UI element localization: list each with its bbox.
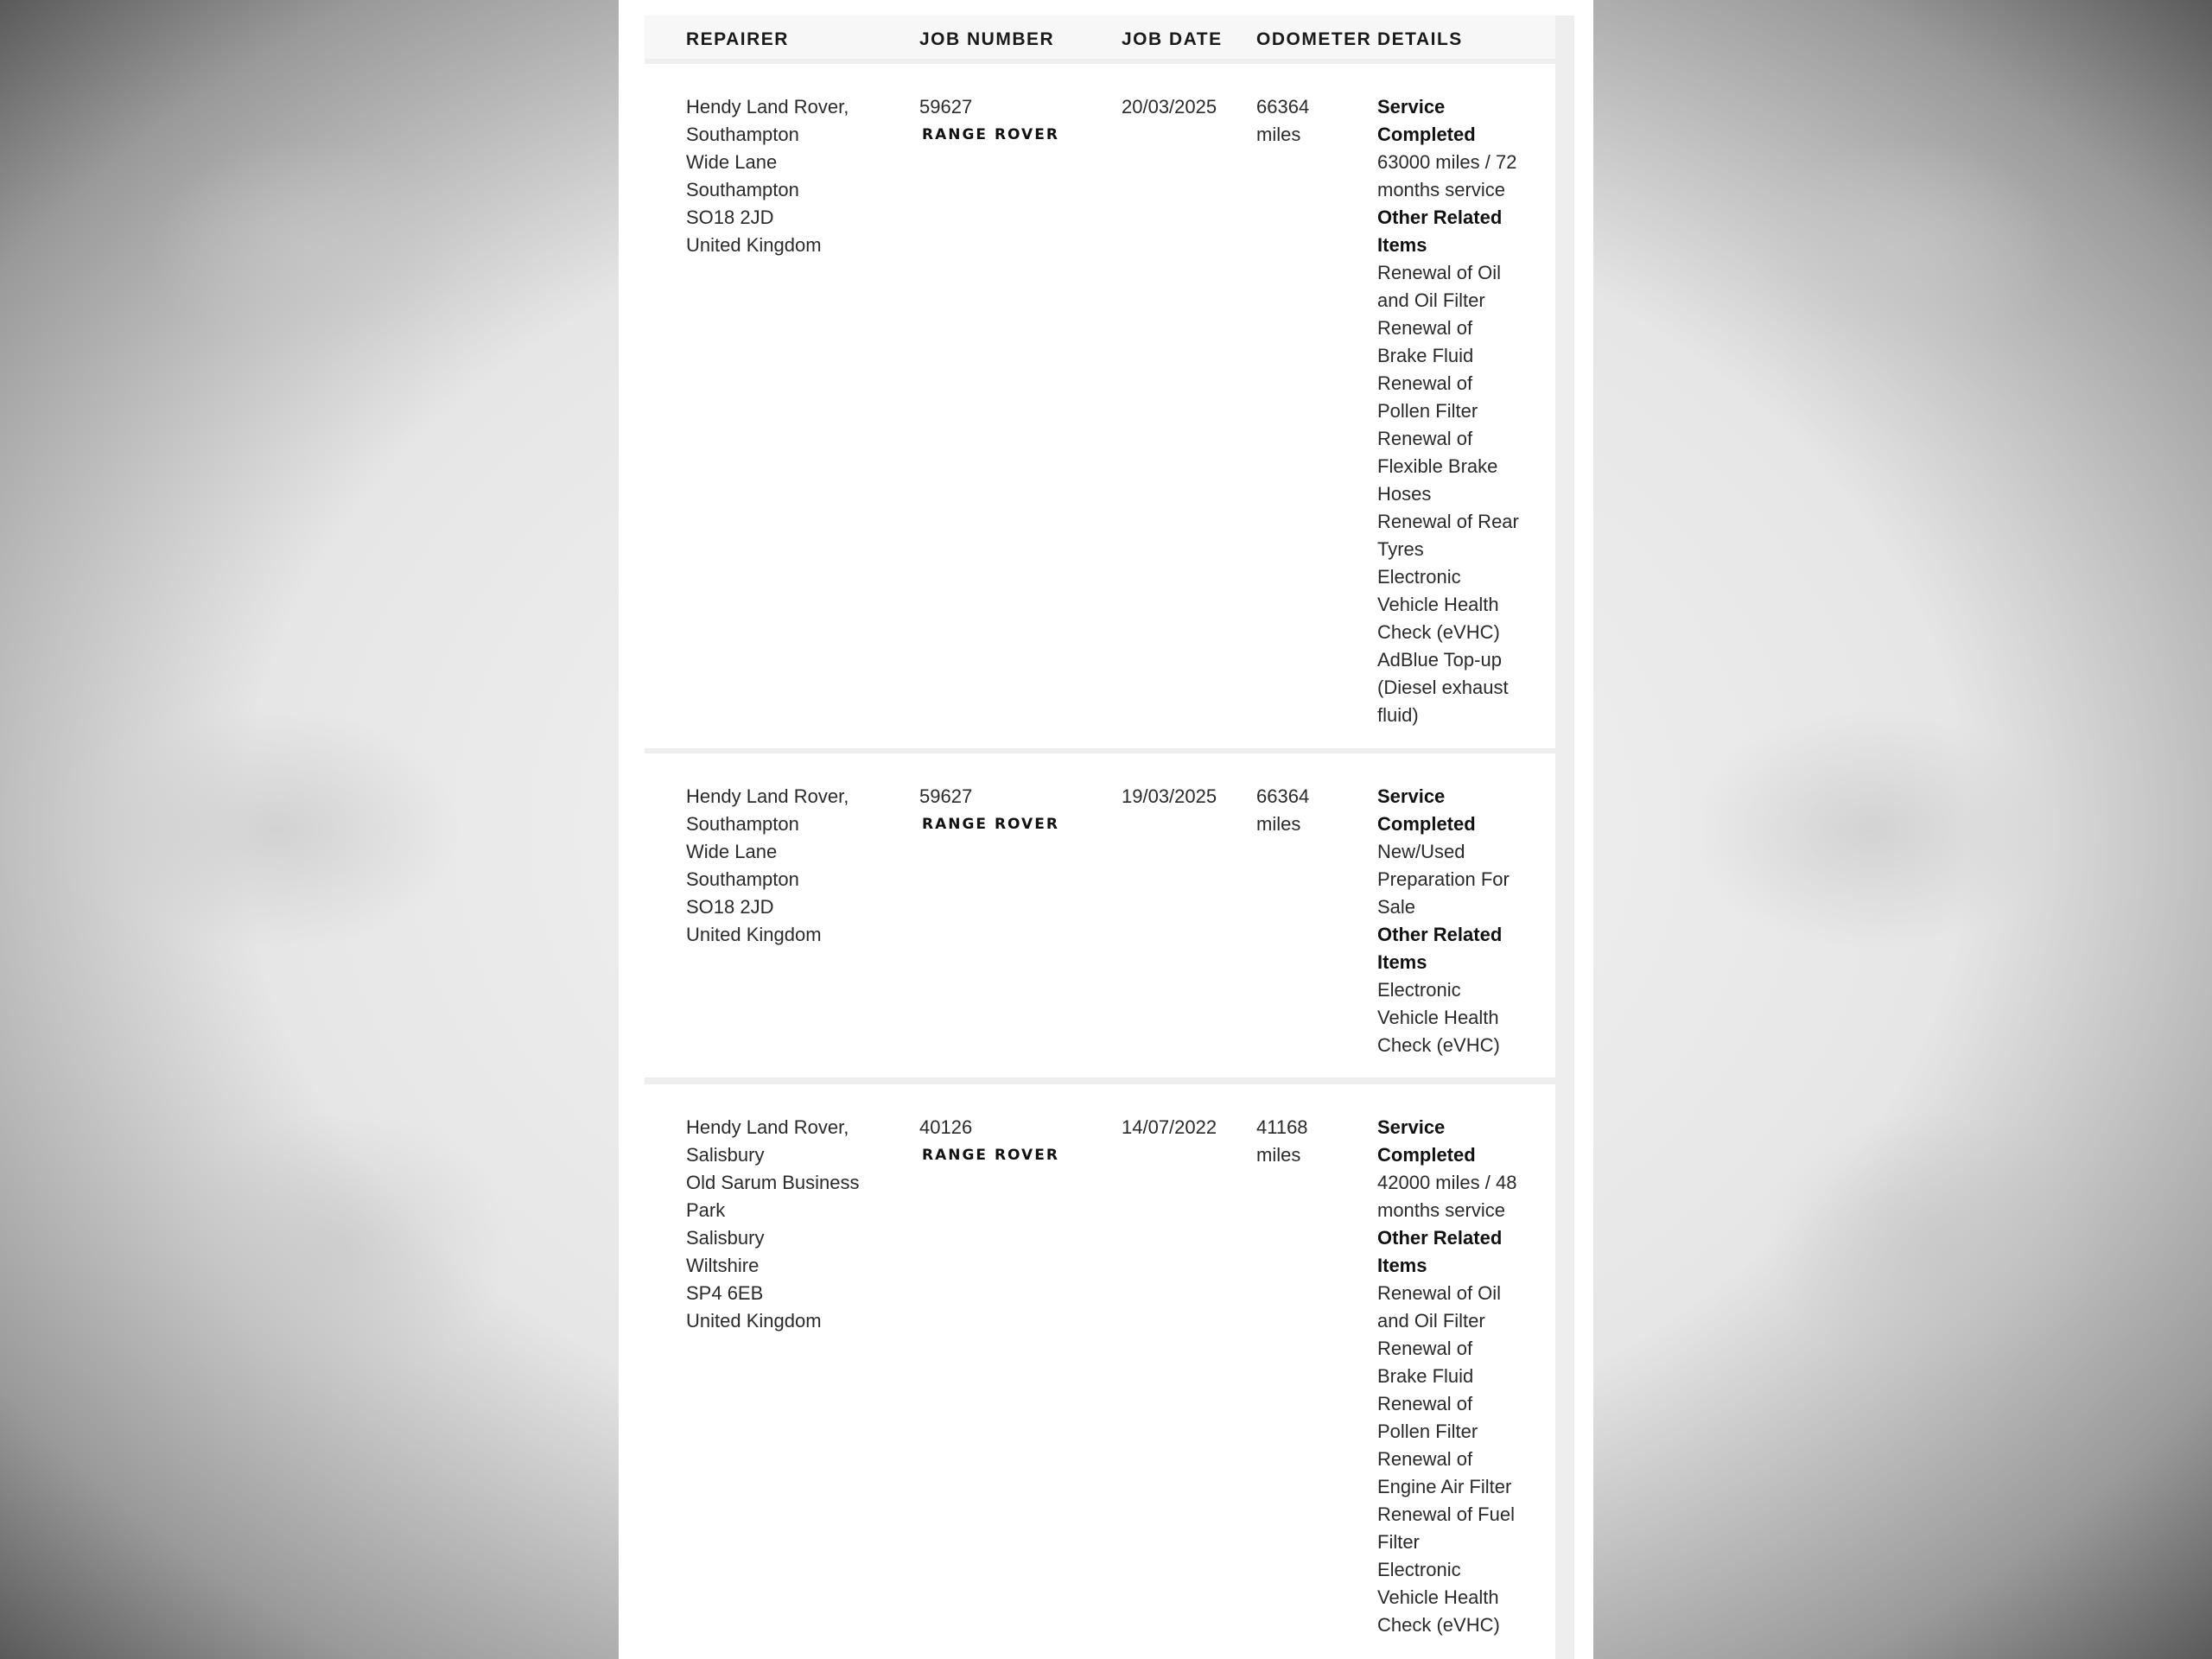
details-item: Hoses xyxy=(1377,483,1432,505)
details-cell xyxy=(1377,1114,1538,1639)
job-number: 40126 xyxy=(919,1116,973,1138)
details-item: (Diesel exhaust xyxy=(1377,677,1509,698)
details-item: fluid) xyxy=(1377,704,1419,726)
odometer-unit: miles xyxy=(1256,813,1301,835)
column-header-details: DETAILS xyxy=(1377,29,1463,49)
repairer-address-line: Southampton xyxy=(686,124,799,145)
details-item: 42000 miles / 48 xyxy=(1377,1172,1517,1193)
column-header-repairer: REPAIRER xyxy=(686,29,789,49)
details-item: Renewal of Oil xyxy=(1377,262,1502,283)
repairer-address-line: Park xyxy=(686,1199,726,1221)
job-number: 59627 xyxy=(919,785,973,807)
odometer-cell xyxy=(1256,783,1360,838)
odometer-unit: miles xyxy=(1256,124,1301,145)
details-heading: Service xyxy=(1377,785,1446,807)
details-item: Brake Fluid xyxy=(1377,345,1474,366)
details-item: Check (eVHC) xyxy=(1377,1034,1500,1056)
details-item: New/Used xyxy=(1377,841,1465,862)
details-item: Electronic xyxy=(1377,979,1461,1001)
column-header-job-date: JOB DATE xyxy=(1122,29,1223,49)
details-heading: Other Related xyxy=(1377,924,1503,945)
details-item: Renewal of Rear xyxy=(1377,511,1519,532)
details-heading: Items xyxy=(1377,951,1427,973)
odometer-value: 66364 xyxy=(1256,785,1310,807)
details-item: Renewal of xyxy=(1377,1393,1473,1414)
repairer-address-line: Wide Lane xyxy=(686,151,778,173)
table-row xyxy=(645,753,1555,1077)
details-item: Renewal of xyxy=(1377,372,1473,394)
details-item: Vehicle Health xyxy=(1377,1007,1499,1028)
details-item: Renewal of xyxy=(1377,317,1473,339)
details-item: and Oil Filter xyxy=(1377,289,1485,311)
details-item: Pollen Filter xyxy=(1377,400,1478,422)
details-item: Flexible Brake xyxy=(1377,455,1498,477)
repairer-address-line: Hendy Land Rover, xyxy=(686,785,849,807)
details-heading: Other Related xyxy=(1377,207,1503,228)
details-heading: Service xyxy=(1377,1116,1446,1138)
details-heading: Items xyxy=(1377,1255,1427,1276)
repairer-address-line: Wide Lane xyxy=(686,841,778,862)
job-number-cell xyxy=(919,783,1109,838)
job-date-cell xyxy=(1122,1114,1243,1141)
blurred-background-right xyxy=(1593,0,2212,1659)
service-history-table xyxy=(645,16,1574,1659)
repairer-address-line: SO18 2JD xyxy=(686,896,774,918)
table-row xyxy=(645,64,1555,748)
details-item: 63000 miles / 72 xyxy=(1377,151,1517,173)
details-item: Preparation For xyxy=(1377,868,1510,890)
details-item: Sale xyxy=(1377,896,1416,918)
column-header-job-number: JOB NUMBER xyxy=(919,29,1055,49)
range-rover-logo: RANGE ROVER xyxy=(922,816,1059,833)
details-item: Renewal of xyxy=(1377,1448,1473,1470)
details-item: Renewal of xyxy=(1377,1338,1473,1359)
odometer-cell xyxy=(1256,93,1360,149)
column-header-odometer: ODOMETER xyxy=(1256,29,1372,49)
repairer-address-line: Hendy Land Rover, xyxy=(686,96,849,118)
job-date-cell xyxy=(1122,783,1243,810)
job-date: 14/07/2022 xyxy=(1122,1116,1217,1138)
details-item: Renewal of Oil xyxy=(1377,1282,1502,1304)
details-item: Electronic xyxy=(1377,566,1461,588)
details-heading: Other Related xyxy=(1377,1227,1503,1249)
range-rover-logo: RANGE ROVER xyxy=(922,1147,1059,1164)
repairer-address-line: Old Sarum Business xyxy=(686,1172,860,1193)
range-rover-logo: RANGE ROVER xyxy=(922,126,1059,143)
details-item: months service xyxy=(1377,1199,1505,1221)
details-item: Vehicle Health xyxy=(1377,594,1499,615)
repairer-address-line: SO18 2JD xyxy=(686,207,774,228)
details-item: Brake Fluid xyxy=(1377,1365,1474,1387)
table-row xyxy=(645,1084,1555,1659)
details-item: Check (eVHC) xyxy=(1377,1614,1500,1636)
odometer-cell xyxy=(1256,1114,1360,1169)
repairer-cell xyxy=(686,1114,893,1335)
repairer-cell xyxy=(686,93,893,259)
table-header xyxy=(645,16,1555,59)
job-number-cell xyxy=(919,93,1109,149)
repairer-address-line: Wiltshire xyxy=(686,1255,760,1276)
repairer-address-line: United Kingdom xyxy=(686,1310,822,1332)
details-item: Electronic xyxy=(1377,1559,1461,1580)
details-item: Engine Air Filter xyxy=(1377,1476,1512,1497)
details-cell xyxy=(1377,93,1538,729)
blurred-background-left xyxy=(0,0,619,1659)
repairer-address-line: Southampton xyxy=(686,179,799,200)
repairer-address-line: Salisbury xyxy=(686,1144,765,1166)
job-number-cell xyxy=(919,1114,1109,1169)
repairer-address-line: SP4 6EB xyxy=(686,1282,764,1304)
repairer-address-line: Hendy Land Rover, xyxy=(686,1116,849,1138)
details-item: Renewal of Fuel xyxy=(1377,1503,1515,1525)
details-item: Vehicle Health xyxy=(1377,1586,1499,1608)
details-heading: Items xyxy=(1377,234,1427,256)
details-item: Filter xyxy=(1377,1531,1420,1553)
details-item: months service xyxy=(1377,179,1505,200)
odometer-unit: miles xyxy=(1256,1144,1301,1166)
repairer-address-line: Salisbury xyxy=(686,1227,765,1249)
details-item: and Oil Filter xyxy=(1377,1310,1485,1332)
job-number: 59627 xyxy=(919,96,973,118)
details-heading: Completed xyxy=(1377,813,1476,835)
details-heading: Completed xyxy=(1377,124,1476,145)
details-item: Pollen Filter xyxy=(1377,1421,1478,1442)
job-date: 19/03/2025 xyxy=(1122,785,1217,807)
details-item: AdBlue Top-up xyxy=(1377,649,1502,671)
repairer-cell xyxy=(686,783,893,949)
repairer-address-line: United Kingdom xyxy=(686,924,822,945)
job-date-cell xyxy=(1122,93,1243,121)
details-heading: Completed xyxy=(1377,1144,1476,1166)
details-item: Tyres xyxy=(1377,538,1424,560)
details-cell xyxy=(1377,783,1538,1059)
details-heading: Service xyxy=(1377,96,1446,118)
odometer-value: 41168 xyxy=(1256,1116,1308,1138)
job-date: 20/03/2025 xyxy=(1122,96,1217,118)
odometer-value: 66364 xyxy=(1256,96,1310,118)
details-item: Renewal of xyxy=(1377,428,1473,449)
repairer-address-line: Southampton xyxy=(686,813,799,835)
repairer-address-line: United Kingdom xyxy=(686,234,822,256)
repairer-address-line: Southampton xyxy=(686,868,799,890)
service-history-page xyxy=(619,0,1593,1659)
details-item: Check (eVHC) xyxy=(1377,621,1500,643)
